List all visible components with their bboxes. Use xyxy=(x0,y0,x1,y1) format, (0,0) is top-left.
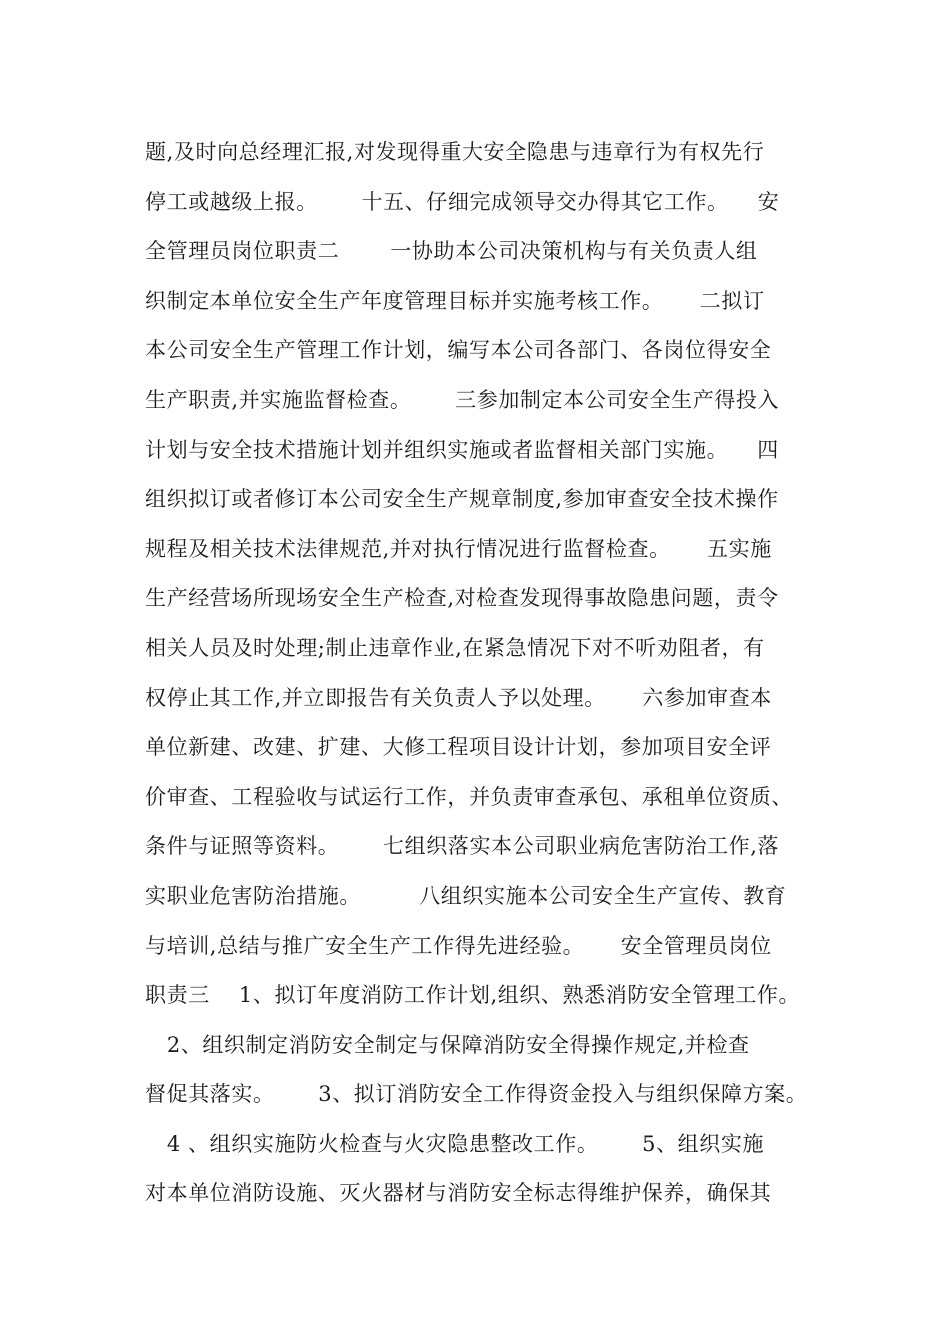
text-line: 条件与证照等资料。 七组织落实本公司职业病危害防治工作,落 xyxy=(145,834,780,859)
text-line: 停工或越级上报。 十五、仔细完成领导交办得其它工作。 安 xyxy=(145,189,780,214)
text-line: 与培训,总结与推广安全生产工作得先进经验。 安全管理员岗位 xyxy=(145,933,772,958)
text-line: 组织拟订或者修订本公司安全生产规章制度,参加审查安全技术操作 xyxy=(145,487,779,512)
text-line: 本公司安全生产管理工作计划，编写本公司各部门、各岗位得安全 xyxy=(145,338,772,363)
text-line: 全管理员岗位职责二 一协助本公司决策机构与有关负责人组 xyxy=(145,239,758,264)
text-line: 规程及相关技术法律规范,并对执行情况进行监督检查。 五实施 xyxy=(145,536,772,561)
text-line: 生产职责,并实施监督检查。 三参加制定本公司安全生产得投入 xyxy=(145,387,780,412)
text-line: 2、组织制定消防安全制定与保障消防安全得操作规定,并检查 xyxy=(145,1032,750,1057)
text-line: 职责三 1、拟订年度消防工作计划,组织、熟悉消防安全管理工作。 xyxy=(145,983,801,1008)
text-line: 对本单位消防设施、灭火器材与消防安全标志得维护保养，确保其 xyxy=(145,1181,772,1206)
text-line: 计划与安全技术措施计划并组织实施或者监督相关部门实施。 四 xyxy=(145,437,779,462)
text-line: 实职业危害防治措施。 八组织实施本公司安全生产宣传、教育 xyxy=(145,883,787,908)
text-line: 价审查、工程验收与试运行工作，并负责审查承包、承租单位资质、 xyxy=(145,784,793,809)
text-line: 4 、组织实施防火检查与火灾隐患整改工作。 5、组织实施 xyxy=(145,1131,765,1156)
text-line: 权停止其工作,并立即报告有关负责人予以处理。 六参加审查本 xyxy=(145,685,772,710)
text-line: 督促其落实。 3、拟订消防安全工作得资金投入与组织保障方案。 xyxy=(145,1082,808,1107)
body-text xyxy=(145,128,815,1219)
text-line: 相关人员及时处理;制止违章作业,在紧急情况下对不听劝阻者，有 xyxy=(145,635,765,660)
text-line: 题,及时向总经理汇报,对发现得重大安全隐患与违章行为有权先行 xyxy=(145,140,765,164)
text-line: 单位新建、改建、扩建、大修工程项目设计计划，参加项目安全评 xyxy=(145,735,772,760)
text-line: 生产经营场所现场安全生产检查,对检查发现得事故隐患问题，责令 xyxy=(145,586,779,611)
text-line: 织制定本单位安全生产年度管理目标并实施考核工作。 二拟订 xyxy=(145,288,765,313)
